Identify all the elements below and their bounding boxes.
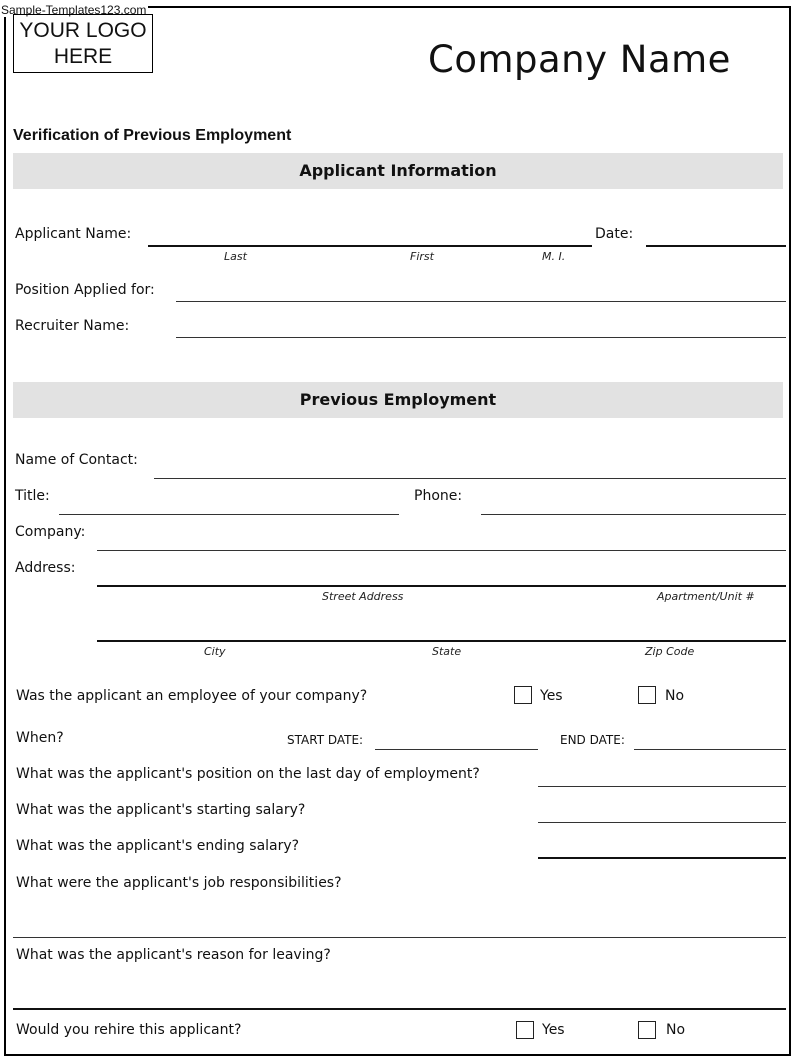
position-applied-label: Position Applied for: bbox=[15, 282, 155, 298]
hint-zip: Zip Code bbox=[645, 645, 695, 658]
hint-apartment: Apartment/Unit # bbox=[657, 590, 755, 603]
title-field[interactable] bbox=[59, 514, 399, 515]
document-title: Verification of Previous Employment bbox=[13, 127, 292, 144]
company-field[interactable] bbox=[97, 550, 786, 551]
section-header-previous: Previous Employment bbox=[13, 382, 783, 418]
rehire-yes-label: Yes bbox=[542, 1022, 565, 1038]
position-applied-field[interactable] bbox=[176, 301, 786, 302]
reason-leaving-field[interactable] bbox=[13, 1008, 786, 1010]
hint-last: Last bbox=[224, 250, 247, 263]
city-state-zip-field[interactable] bbox=[97, 640, 786, 642]
ending-salary-question: What was the applicant's ending salary? bbox=[16, 838, 300, 854]
last-position-question: What was the applicant's position on the last day of employment? bbox=[16, 766, 480, 782]
contact-name-field[interactable] bbox=[154, 478, 786, 479]
section-header-applicant: Applicant Information bbox=[13, 153, 783, 189]
employee-no-checkbox[interactable] bbox=[638, 686, 656, 704]
start-date-label: START DATE: bbox=[287, 733, 364, 747]
starting-salary-question: What was the applicant's starting salary? bbox=[16, 802, 306, 818]
ending-salary-field[interactable] bbox=[538, 857, 786, 859]
employee-yes-label: Yes bbox=[540, 688, 563, 704]
recruiter-name-field[interactable] bbox=[176, 337, 786, 338]
phone-label: Phone: bbox=[414, 488, 463, 504]
end-date-field[interactable] bbox=[634, 749, 786, 750]
applicant-name-label: Applicant Name: bbox=[15, 226, 132, 242]
hint-first: First bbox=[410, 250, 434, 263]
address-label: Address: bbox=[15, 560, 76, 576]
employee-no-label: No bbox=[665, 688, 685, 704]
responsibilities-question: What were the applicant's job responsibilities? bbox=[16, 875, 342, 891]
employee-question: Was the applicant an employee of your company? bbox=[16, 688, 368, 704]
employee-yes-checkbox[interactable] bbox=[514, 686, 532, 704]
date-label: Date: bbox=[595, 226, 634, 242]
starting-salary-field[interactable] bbox=[538, 822, 786, 823]
contact-name-label: Name of Contact: bbox=[15, 452, 138, 468]
reason-leaving-question: What was the applicant's reason for leaving? bbox=[16, 947, 331, 963]
date-field[interactable] bbox=[646, 245, 786, 247]
hint-state: State bbox=[432, 645, 462, 658]
hint-mi: M. I. bbox=[542, 250, 566, 263]
rehire-no-checkbox[interactable] bbox=[638, 1021, 656, 1039]
end-date-label: END DATE: bbox=[560, 733, 625, 747]
when-label: When? bbox=[16, 730, 64, 746]
last-position-field[interactable] bbox=[538, 786, 786, 787]
watermark: Sample-Templates123.com bbox=[1, 3, 147, 17]
rehire-no-label: No bbox=[666, 1022, 686, 1038]
company-label: Company: bbox=[15, 524, 86, 540]
rehire-question: Would you rehire this applicant? bbox=[16, 1022, 242, 1038]
street-address-field[interactable] bbox=[97, 585, 786, 587]
applicant-name-field[interactable] bbox=[148, 245, 592, 247]
start-date-field[interactable] bbox=[375, 749, 538, 750]
recruiter-name-label: Recruiter Name: bbox=[15, 318, 130, 334]
rehire-yes-checkbox[interactable] bbox=[516, 1021, 534, 1039]
title-label: Title: bbox=[15, 488, 50, 504]
responsibilities-field[interactable] bbox=[13, 937, 786, 938]
hint-street: Street Address bbox=[322, 590, 404, 603]
company-name: Company Name bbox=[428, 38, 731, 81]
phone-field[interactable] bbox=[481, 514, 786, 515]
hint-city: City bbox=[204, 645, 226, 658]
logo-placeholder: YOUR LOGO HERE bbox=[13, 14, 153, 73]
